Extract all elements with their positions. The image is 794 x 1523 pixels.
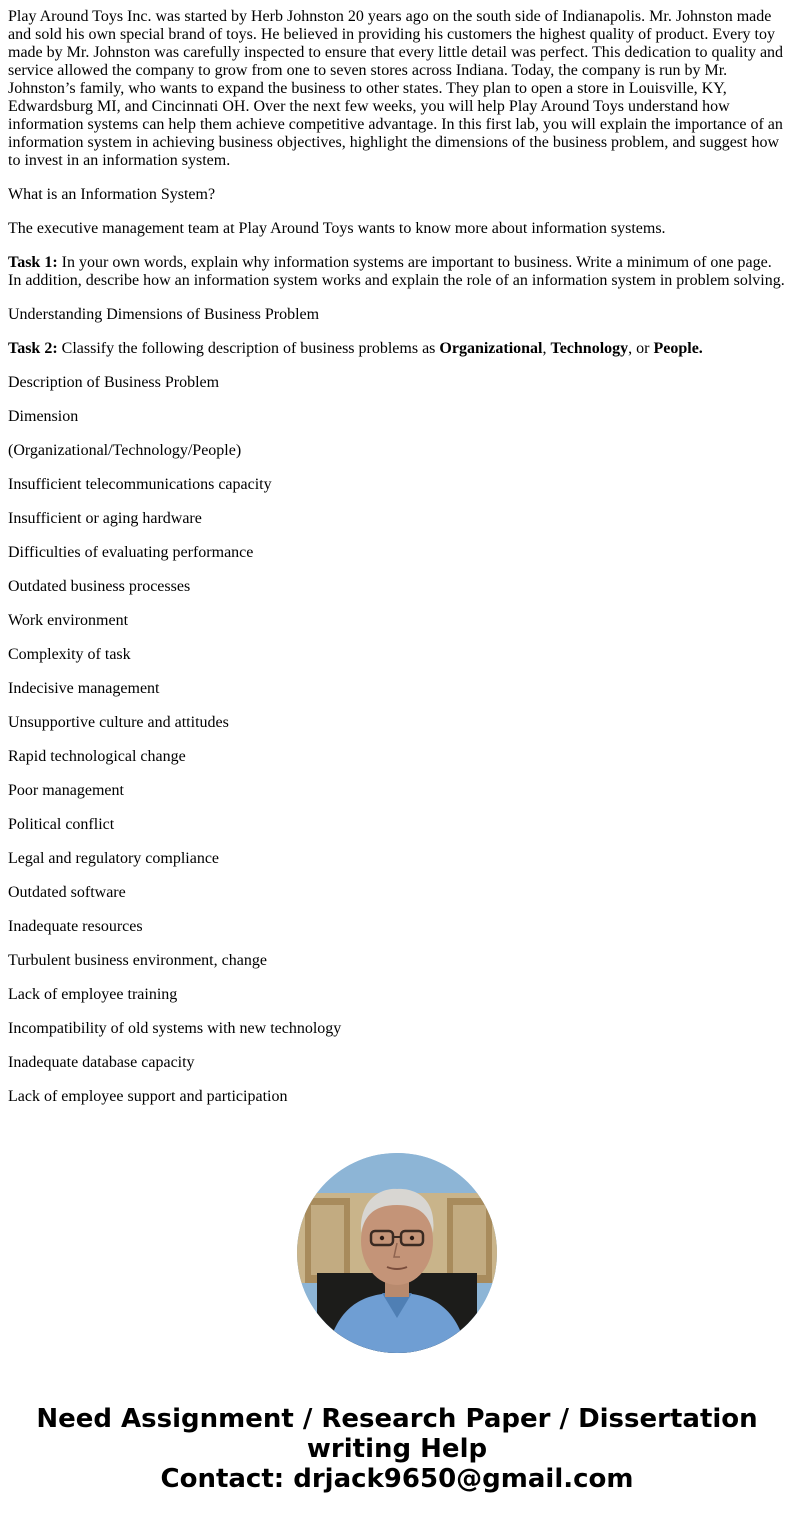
table-row: Difficulties of evaluating performance (8, 544, 254, 561)
banner-line-1: Need Assignment / Research Paper / Dissertation (36, 1404, 758, 1434)
table-row: Insufficient or aging hardware (8, 510, 202, 527)
banner-contact-email: Contact: drjack9650@gmail.com (160, 1464, 634, 1494)
section-heading-information-system: What is an Information System? (8, 186, 216, 203)
table-row: Lack of employee training (8, 986, 178, 1003)
option-people: People. (653, 340, 703, 357)
table-row: Poor management (8, 782, 124, 799)
author-avatar (297, 1153, 497, 1353)
table-row: Complexity of task (8, 646, 131, 663)
table-row: Unsupportive culture and attitudes (8, 714, 229, 731)
intro-paragraph: Play Around Toys Inc. was started by Herb Johnston 20 years ago on the south side of Indianapolis. Mr. Johnston made and sold his own special brand of toys. He believed in providing his customers the highest quality of product. Every toy made by Mr. Johnston was carefully inspected to ensure that every little detail was perfect. This dedication to quality and service allowed the company to grow from one to seven stores across Indiana. Today, the company is run by Mr. Johnston’s family, who wants to expand the business to other states. They plan to open a store in Louisville, KY, Edwardsburg MI, and Cincinnati OH. Over the next few weeks, you will help Play Around Toys understand how information systems can help them achieve competitive advantage. In this first lab, you will explain the importance of an information system in achieving business objectives, highlight the dimensions of the business problem, and suggest how to invest in an information system. (8, 8, 784, 169)
table-row: Turbulent business environment, change (8, 952, 267, 969)
task-1-label: Task 1: (8, 254, 58, 271)
separator-1: , (542, 340, 551, 357)
document-body (8, 8, 786, 1122)
table-row: Indecisive management (8, 680, 160, 697)
task-1-text: In your own words, explain why information systems are important to business. Write a minimum of one page. In addition, describe how an information system works and explain the role of an information system in problem solving. (8, 254, 785, 289)
task-2-text: Classify the following description of business problems as (57, 340, 440, 357)
option-organizational: Organizational (439, 340, 543, 357)
contact-banner (0, 1404, 794, 1494)
table-row: Political conflict (8, 816, 115, 833)
table-row: Incompatibility of old systems with new technology (8, 1020, 342, 1037)
table-header-dimension: Dimension (8, 408, 79, 425)
table-row: Legal and regulatory compliance (8, 850, 220, 867)
task-1-paragraph (8, 254, 786, 290)
table-row: Inadequate resources (8, 918, 143, 935)
table-row: Lack of employee support and participation (8, 1088, 288, 1105)
option-technology: Technology (550, 340, 629, 357)
section-intro-text: The executive management team at Play Around Toys wants to know more about information systems. (8, 220, 666, 237)
table-row: Insufficient telecommunications capacity (8, 476, 272, 493)
table-row: Outdated business processes (8, 578, 191, 595)
table-row: Inadequate database capacity (8, 1054, 195, 1071)
table-row: Work environment (8, 612, 129, 629)
table-header-description: Description of Business Problem (8, 374, 220, 391)
banner-line-2: writing Help (306, 1434, 488, 1464)
table-subheader-dimension-options: (Organizational/Technology/People) (8, 442, 242, 459)
table-row: Rapid technological change (8, 748, 186, 765)
table-row: Outdated software (8, 884, 126, 901)
task-2-paragraph (8, 340, 786, 358)
separator-2: , or (628, 340, 654, 357)
task-2-label: Task 2: (8, 340, 58, 357)
author-portrait-image (297, 1153, 497, 1353)
section-heading-dimensions: Understanding Dimensions of Business Problem (8, 306, 320, 323)
